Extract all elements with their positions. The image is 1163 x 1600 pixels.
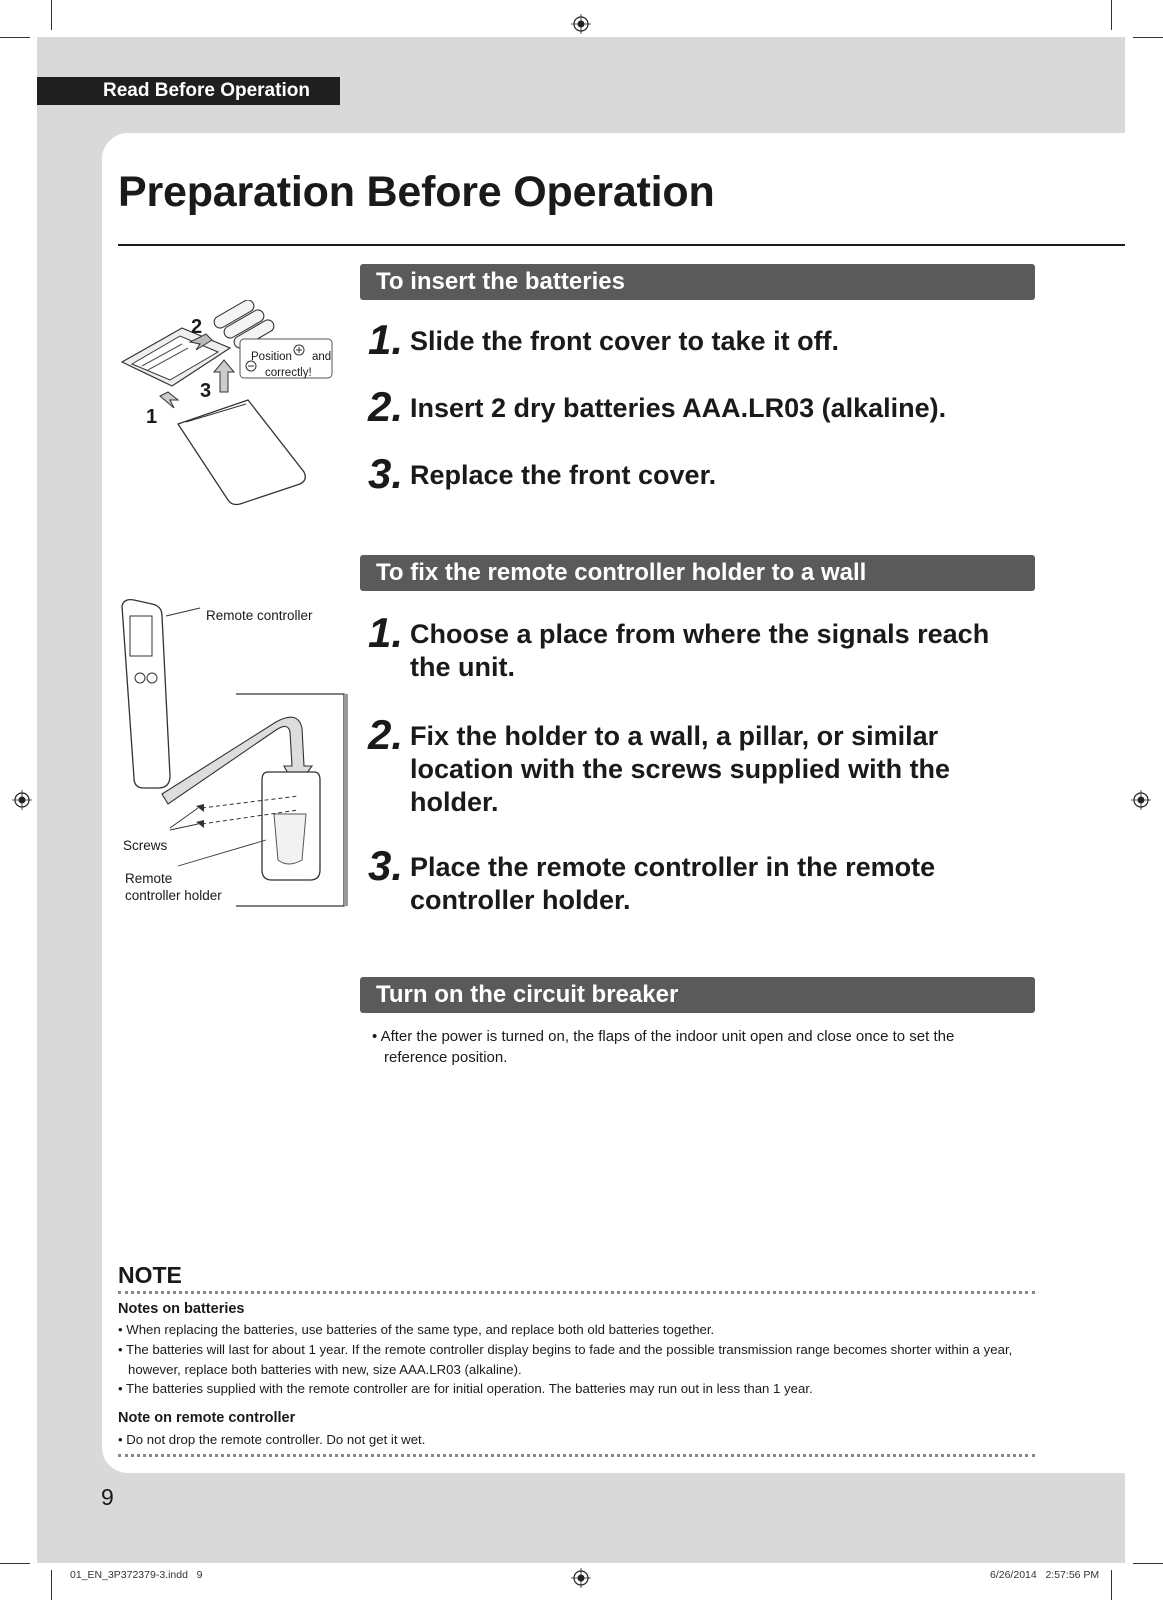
callout-number: 1	[146, 406, 158, 428]
callout-number: 2	[191, 316, 203, 338]
holder-mounting-illustration	[118, 598, 358, 908]
step-number: 3.	[368, 450, 404, 497]
crop-mark	[1133, 1563, 1163, 1564]
note-bullet: • The batteries supplied with the remote controller are for initial operation. The batteries may run out in less than 1 year.	[118, 1381, 813, 1396]
step-text: Insert 2 dry batteries AAA.LR03 (alkaline).	[410, 393, 947, 423]
crop-mark	[1111, 1570, 1112, 1600]
step-text: Replace the front cover.	[410, 460, 717, 490]
section-bar-batteries: To insert the batteries	[360, 264, 1035, 300]
registration-mark-icon	[12, 790, 32, 810]
callout-number: 3	[200, 380, 212, 402]
note-bullet: • Do not drop the remote controller. Do not get it wet.	[118, 1432, 426, 1447]
step-text: Slide the front cover to take it off.	[410, 326, 840, 356]
dotted-divider	[118, 1291, 1035, 1294]
battery-step-2	[368, 383, 1038, 430]
page-number: 9	[101, 1484, 114, 1510]
remote-controller-label: Remote controller	[206, 608, 313, 623]
step-number: 2.	[368, 383, 404, 430]
note-bullet: • The batteries will last for about 1 year. If the remote controller display begins to fade and the possible transmission range becomes shorter within a year, however, replace both batteries with new, size AAA.LR03 (alkaline).	[118, 1342, 1013, 1377]
registration-mark-icon	[571, 1568, 591, 1588]
polarity-label: Position	[251, 351, 292, 363]
crop-mark	[1133, 37, 1163, 38]
circuit-breaker-bullet: • After the power is turned on, the flaps of the indoor unit open and close once to set the reference position.	[372, 1028, 955, 1066]
holder-step-3	[368, 842, 1038, 917]
section-tab: Read Before Operation	[37, 77, 340, 105]
polarity-label: correctly!	[265, 367, 312, 379]
step-text: Choose a place from where the signals reach the unit.	[410, 619, 990, 682]
footer-timestamp: 6/26/2014 2:57:56 PM	[990, 1569, 1100, 1581]
battery-step-3	[368, 450, 1038, 497]
screws-label: Screws	[123, 838, 168, 853]
step-text: Place the remote controller in the remote controller holder.	[410, 852, 936, 915]
footer-file-slug: 01_EN_3P372379-3.indd 9	[70, 1569, 203, 1581]
step-number: 3.	[368, 842, 404, 889]
holder-step-2	[368, 711, 1038, 819]
step-number: 1.	[368, 609, 404, 656]
step-number: 1.	[368, 316, 404, 363]
step-number: 2.	[368, 711, 404, 758]
crop-mark	[51, 1570, 52, 1600]
crop-mark	[51, 0, 52, 30]
polarity-label: and	[312, 351, 332, 363]
step-text: Fix the holder to a wall, a pillar, or similar location with the screws supplied with the holder.	[410, 721, 951, 817]
note-bullet: • When replacing the batteries, use batteries of the same type, and replace both old batteries together.	[118, 1322, 715, 1337]
crop-mark	[1111, 0, 1112, 30]
crop-mark	[0, 37, 30, 38]
holder-label: Remote	[125, 871, 173, 886]
title-divider	[118, 244, 1125, 246]
section-bar-holder: To fix the remote controller holder to a wall	[360, 555, 1035, 591]
page-title: Preparation Before Operation	[118, 168, 715, 216]
note-heading: NOTE	[118, 1262, 182, 1288]
crop-mark	[0, 1563, 30, 1564]
registration-mark-icon	[571, 14, 591, 34]
holder-label: controller holder	[125, 888, 222, 903]
dotted-divider	[118, 1454, 1035, 1457]
battery-insertion-illustration	[112, 300, 352, 510]
note-on-remote-title: Note on remote controller	[118, 1410, 296, 1426]
notes-on-batteries-title: Notes on batteries	[118, 1301, 245, 1317]
section-bar-circuit-breaker: Turn on the circuit breaker	[360, 977, 1035, 1013]
battery-step-1	[368, 316, 1038, 363]
holder-step-1	[368, 609, 1038, 684]
registration-mark-icon	[1131, 790, 1151, 810]
